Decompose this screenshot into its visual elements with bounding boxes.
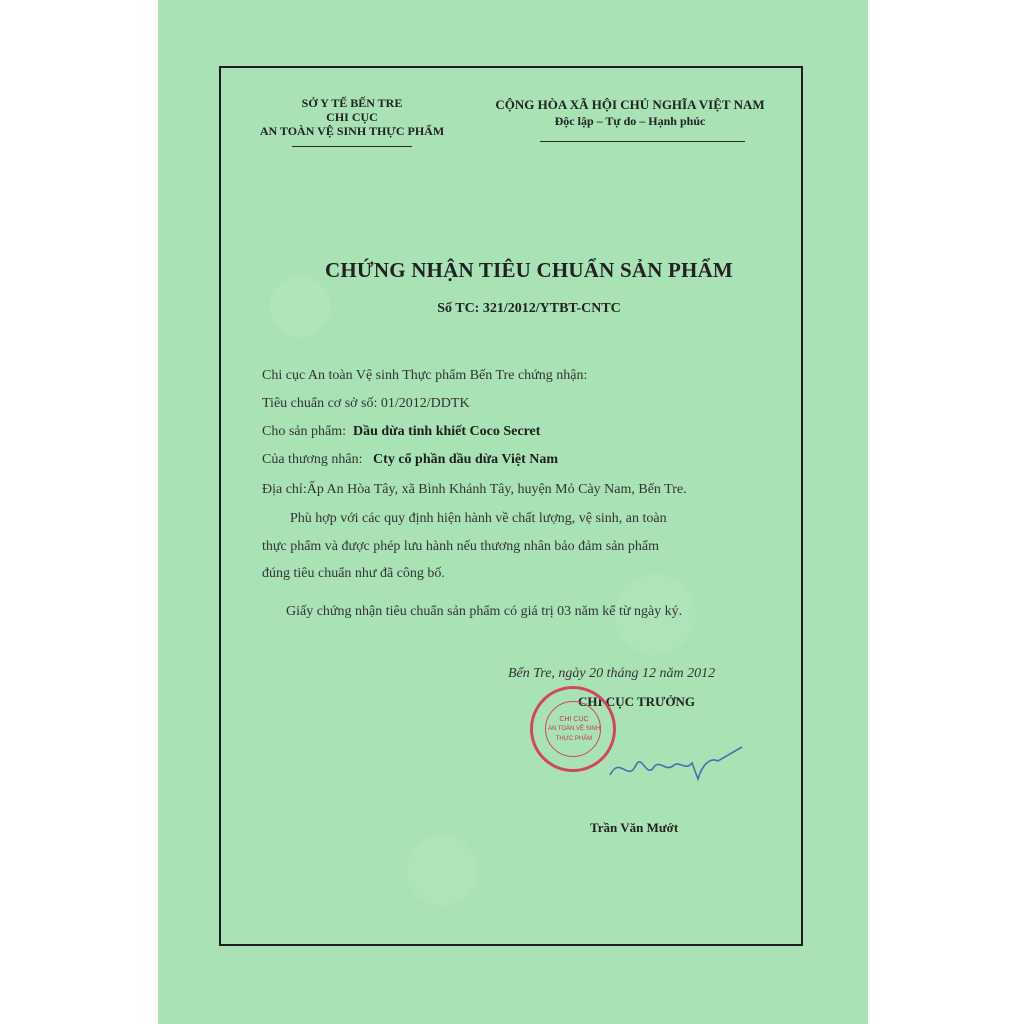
certificate-border xyxy=(219,66,803,946)
national-name: CỘNG HÒA XÃ HỘI CHỦ NGHĨA VIỆT NAM xyxy=(495,97,765,112)
compliance-text-1: Phù hợp với các quy định hiện hành về chất lượng, vệ sinh, an toàn xyxy=(290,511,667,526)
issuer-underline xyxy=(292,146,412,147)
compliance-text-2: thực phẩm và được phép lưu hành nếu thương nhân bảo đảm sản phẩm xyxy=(262,539,660,554)
compliance-text-3: đúng tiêu chuẩn như đã công bố. xyxy=(262,566,445,581)
trader-address: Địa chỉ:Ấp An Hòa Tây, xã Bình Khánh Tây, huyện Mỏ Cày Nam, Bến Tre. xyxy=(262,482,687,497)
national-header xyxy=(455,96,805,130)
trader-name: Cty cổ phần dầu dừa Việt Nam xyxy=(373,452,559,467)
issuer-department: SỞ Y TẾ BẾN TRE xyxy=(301,96,403,110)
place-date: Bến Tre, ngày 20 tháng 12 năm 2012 xyxy=(508,666,716,681)
seal-text-1: CHI CỤC xyxy=(559,716,589,723)
national-motto: Độc lập – Tự do – Hạnh phúc xyxy=(554,114,706,128)
certificate-title: CHỨNG NHẬN TIÊU CHUẨN SẢN PHẨM xyxy=(325,258,733,282)
motto-underline xyxy=(540,141,745,142)
product-line xyxy=(262,424,540,440)
certifier-statement: Chi cục An toàn Vệ sinh Thực phẩm Bến Tre chứng nhận: xyxy=(262,368,588,383)
issuer-unit: CHI CỤC xyxy=(326,110,378,124)
signer-name: Trần Văn Mướt xyxy=(590,820,679,835)
trader-label: Của thương nhân: xyxy=(262,452,363,467)
trader-line xyxy=(262,452,558,468)
issuer-block xyxy=(222,96,482,138)
issuer-unit-name: AN TOÀN VỆ SINH THỰC PHẨM xyxy=(259,124,445,138)
seal-text-3: THỰC PHẨM xyxy=(555,736,593,742)
handwritten-signature xyxy=(600,735,750,790)
official-seal-inner-ring xyxy=(545,701,601,757)
product-label: Cho sản phẩm: xyxy=(262,424,346,439)
certificate-number: Số TC: 321/2012/YTBT-CNTC xyxy=(437,301,621,316)
signer-title: CHI CỤC TRƯỞNG xyxy=(578,694,696,709)
standard-reference: Tiêu chuẩn cơ sở số: 01/2012/DDTK xyxy=(262,396,470,411)
validity-statement: Giấy chứng nhận tiêu chuẩn sản phẩm có giá trị 03 năm kể từ ngày ký. xyxy=(286,604,683,619)
product-name: Dầu dừa tinh khiết Coco Secret xyxy=(353,424,541,439)
seal-text-2: AN TOÀN VỆ SINH xyxy=(547,726,601,732)
